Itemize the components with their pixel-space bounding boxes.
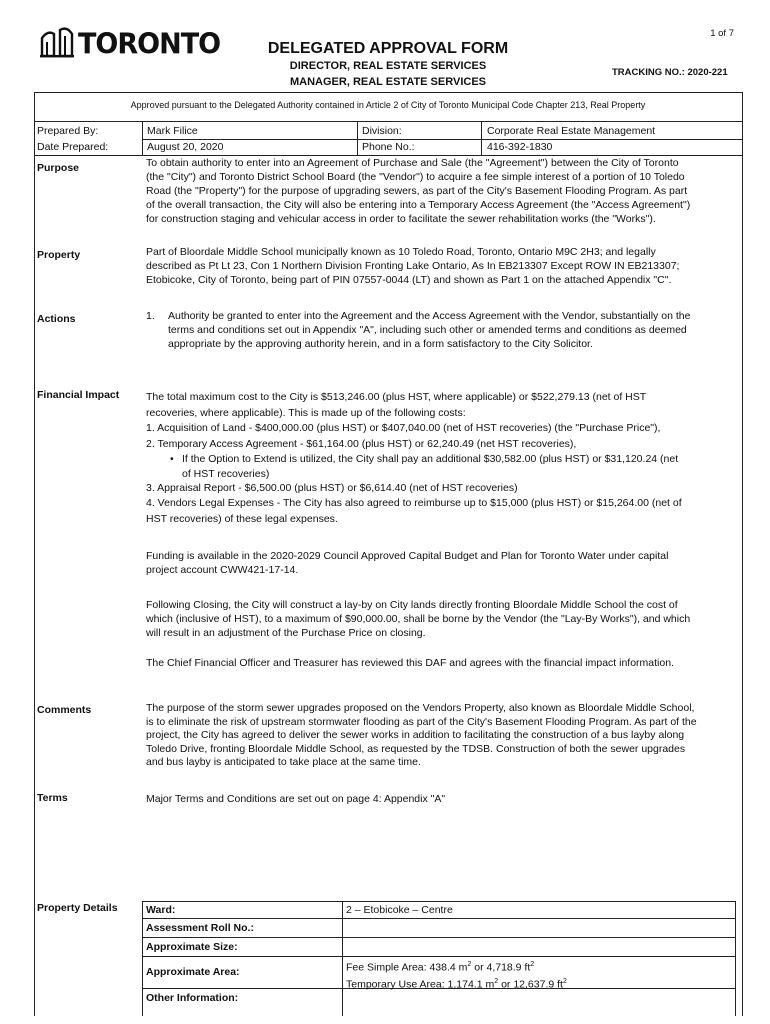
prepared-by-label: Prepared By: <box>37 125 99 137</box>
property-label: Property <box>37 249 81 261</box>
approximate-area-label: Approximate Area: <box>146 966 240 978</box>
form-title: DELEGATED APPROVAL FORM <box>267 40 509 57</box>
frame-top <box>34 92 743 93</box>
closing-text: Following Closing, the City will construct a lay-by on City lands directly fronting Bloordale Middle School the cost of which (inclusive of HST), to a maximum of $90,000.00, shall be borne by the Vendor (the "Lay-By Works"), and which will result in an adjustment of the Purchase Price on closing. <box>146 599 691 639</box>
phone-value: 416-392-1830 <box>487 141 553 153</box>
approximate-area-value <box>346 958 567 991</box>
phone-label: Phone No.: <box>362 141 415 153</box>
cfo-review-text: The Chief Financial Officer and Treasurer has reviewed this DAF and agrees with the financial impact information. <box>146 657 674 669</box>
prepared-by-value: Mark Filice <box>147 125 198 137</box>
division-value: Corporate Real Estate Management <box>487 125 656 137</box>
other-information-label: Other Information: <box>146 992 239 1004</box>
financial-impact-label: Financial Impact <box>37 389 120 401</box>
temporary-use-area: Temporary Use Area: 1,174.1 $m^2$ or 12,637.9 $ft^2$ <box>346 977 567 990</box>
actions-text: 1. Authority be granted to enter into the Agreement and the Access Agreement with the Vendor, substantially on the terms and conditions set out in Appendix "A", including such other or amended terms and conditions as deemed appropriate by the approving authority herein, and in a form satisfactory to the City Solicitor. <box>146 310 691 350</box>
division-label: Division: <box>362 125 402 137</box>
purpose-label: Purpose <box>37 162 80 174</box>
property-text: Part of Bloordale Middle School municipally known as 10 Toledo Road, Toronto, Ontario M9C 2H3; and legally described as Pt Lt 23, Con 1 Northern Division Fronting Lake Ontario, As In EB213307 Except ROW IN EB213307; Etobicoke, City of Toronto, being part of PIN 07557-0044 (LT) and shown as Part 1 on the attached Appendix "C". <box>146 246 680 286</box>
comments-label: Comments <box>37 704 92 716</box>
page-number: 1 of 7 <box>710 28 734 39</box>
terms-label: Terms <box>37 792 68 804</box>
label-col-top <box>34 155 142 156</box>
property-details-label: Property Details <box>37 902 118 914</box>
form-subtitle-director: DIRECTOR, REAL ESTATE SERVICES <box>289 60 487 72</box>
info-col-3 <box>481 121 482 155</box>
fee-simple-area: Fee Simple Area: 438.4 $m^2$ or 4,718.9 $ft^2$ <box>346 961 535 974</box>
financial-impact-text: The total maximum cost to the City is $513,246.00 (plus HST, where applicable) or $522,279.13 (net of HST recoveries, where applicable). This is made up of the following costs: 1. Acquisition of Land - $400,000.00 (plus HST) or $407,040.00 (net of HST recoveries) (the "Purchase Price"), 2. Temporary Access Agreement - $61,164.00 (plus HST) or 62,240.49 (net HST recoveries), • If the Option to Extend is utilized, the City shall pay an additional $30,582.00 (plus HST) or $31,120.24 (net of HST recoveries) 3. Appraisal Report - $6,500.00 (plus HST) or $6,614.40 (net of HST recoveries) 4. Vendors Legal Expenses - The City has also agreed to reimburse up to $15,000 (plus HST) or $15,264.00 (net of HST recoveries) of these legal expenses. <box>146 391 682 525</box>
info-col-1 <box>142 121 143 155</box>
bullet-icon: • <box>170 453 174 465</box>
date-prepared-label: Date Prepared: <box>37 141 109 153</box>
approved-statement: Approved pursuant to the Delegated Authority contained in Article 2 of City of Toronto Municipal Code Chapter 213, Real Property <box>130 100 646 110</box>
ward-label: Ward: <box>146 904 176 916</box>
approximate-size-label: Approximate Size: <box>146 941 238 953</box>
terms-text: Major Terms and Conditions are set out on page 4: Appendix "A" <box>146 793 446 805</box>
info-row-divider <box>142 139 742 140</box>
actions-label: Actions <box>37 313 76 325</box>
assessment-roll-label: Assessment Roll No.: <box>146 922 254 934</box>
logo-wordmark: TORONTO <box>78 28 221 61</box>
form-subtitle-manager: MANAGER, REAL ESTATE SERVICES <box>290 76 486 88</box>
funding-text: Funding is available in the 2020-2029 Council Approved Capital Budget and Plan for Toronto Water under capital project account CWW421-17-14. <box>146 550 669 576</box>
comments-text: The purpose of the storm sewer upgrades proposed on the Vendors Property, also known as Bloordale Middle School, is to eliminate the risk of upstream stormwater flooding as part of the City's Basement Flooding Program. As part of the project, the City has agreed to deliver the sewer works in addition to facilitating the construction of a bus layby along Toledo Drive, fronting Bloordale Middle School, as requested by the TDSB. Construction of both the sewer upgrades and bus layby is anticipated to take place at the same time. <box>146 702 697 768</box>
date-prepared-value: August 20, 2020 <box>147 141 224 153</box>
city-hall-icon <box>40 26 74 58</box>
frame-right <box>742 92 743 1016</box>
city-logo <box>40 26 221 61</box>
ward-value: 2 – Etobicoke – Centre <box>346 904 453 916</box>
purpose-text: To obtain authority to enter into an Agreement of Purchase and Sale (the "Agreement") between the City of Toronto (the "City") and Toronto District School Board (the "Vendor") to acquire a fee simple interest of a portion of 10 Toledo Road (the "Property") for the purpose of upgrading sewers, as part of the City's Basement Flooding Program. As part of the overall transaction, the City will also be entering into a Temporary Access Agreement (the "Access Agreement") for construction staging and vehicular access in order to facilitate the sewer rehabilitation works (the "Works"). <box>146 157 691 225</box>
frame-left <box>34 92 35 1016</box>
info-col-2 <box>357 121 358 155</box>
tracking-number: TRACKING NO.: 2020-221 <box>612 67 728 78</box>
approved-divider <box>34 121 743 122</box>
